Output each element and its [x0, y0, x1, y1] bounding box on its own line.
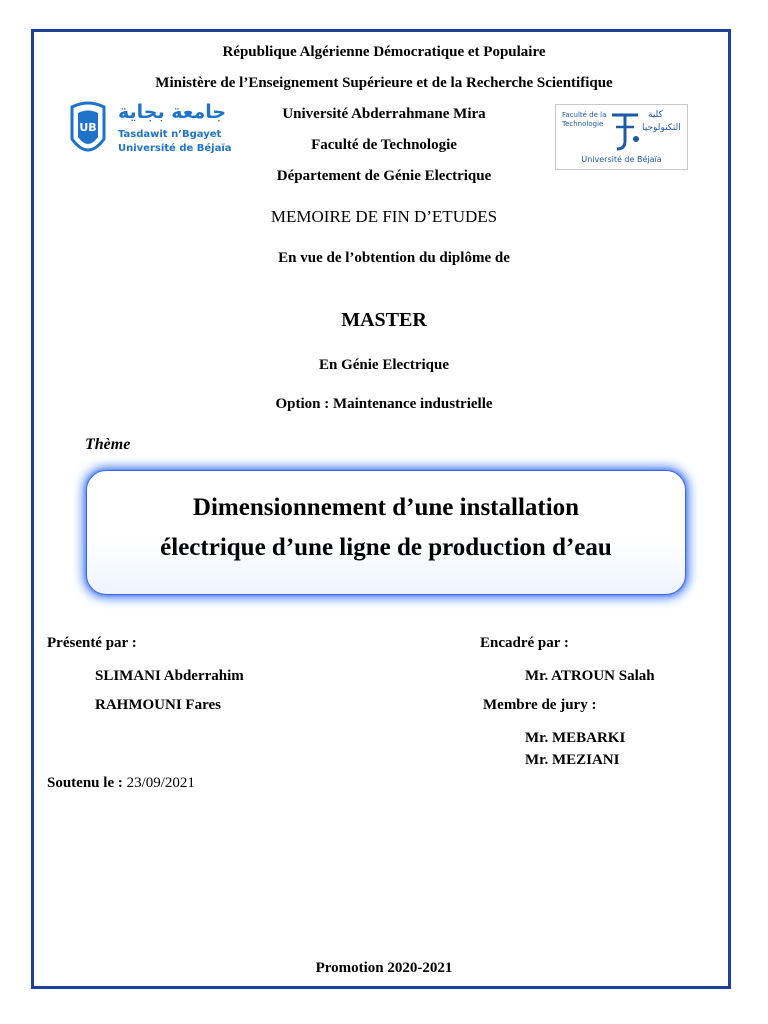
republic-line: République Algérienne Démocratique et Populaire — [222, 44, 546, 60]
jury-label: Membre de jury : — [483, 697, 597, 713]
student-name: RAHMOUNI Fares — [95, 697, 221, 713]
logo-right-line2: Technologie — [562, 120, 604, 128]
university-line: Université Abderrahmane Mira — [282, 106, 486, 122]
theme-box — [86, 470, 686, 595]
theme-title-line2: électrique d’une ligne de production d’eau — [160, 534, 612, 561]
logo-left-line2: Université de Béjaïa — [118, 143, 232, 154]
defense-date: 23/09/2021 — [126, 775, 195, 791]
jury-member: Mr. MEZIANI — [525, 752, 620, 768]
defense-label: Soutenu le : — [47, 775, 123, 791]
memoire-subtitle: En vue de l’obtention du diplôme de — [278, 250, 510, 266]
logo-right-line1: Faculté de la — [562, 111, 607, 119]
promotion-line: Promotion 2020-2021 — [315, 960, 453, 976]
department-line: Département de Génie Electrique — [276, 168, 492, 184]
supervisor-label: Encadré par : — [480, 635, 569, 651]
ministry-line: Ministère de l’Enseignement Supérieure et de la Recherche Scientifique — [155, 75, 613, 91]
faculty-emblem-icon — [606, 109, 644, 153]
logo-left-arabic: جامعة بجاية — [118, 101, 227, 123]
jury-member: Mr. MEBARKI — [525, 730, 626, 746]
degree-title: MASTER — [341, 309, 427, 331]
theme-label: Thème — [85, 436, 131, 453]
presented-label: Présenté par : — [47, 635, 137, 651]
logo-right-arabic1: كلية — [648, 110, 663, 120]
option-line: Option : Maintenance industrielle — [275, 396, 493, 412]
emblem-letters: UB — [79, 121, 97, 134]
logo-right-bottom: Université de Béjaïa — [581, 155, 662, 164]
logo-right-arabic2: التكنولوجيا — [642, 123, 681, 133]
memoire-title: MEMOIRE DE FIN D’ETUDES — [270, 207, 498, 226]
theme-title-line1: Dimensionnement d’une installation — [192, 494, 580, 521]
university-logo — [68, 99, 232, 165]
defense-line — [47, 775, 195, 792]
field-line: En Génie Electrique — [319, 357, 449, 373]
supervisor-name: Mr. ATROUN Salah — [525, 668, 655, 684]
student-name: SLIMANI Abderrahim — [95, 668, 244, 684]
faculty-line: Faculté de Technologie — [311, 137, 457, 153]
logo-left-line1: Tasdawit n’Bgayet — [118, 129, 222, 140]
faculty-logo — [555, 104, 688, 170]
